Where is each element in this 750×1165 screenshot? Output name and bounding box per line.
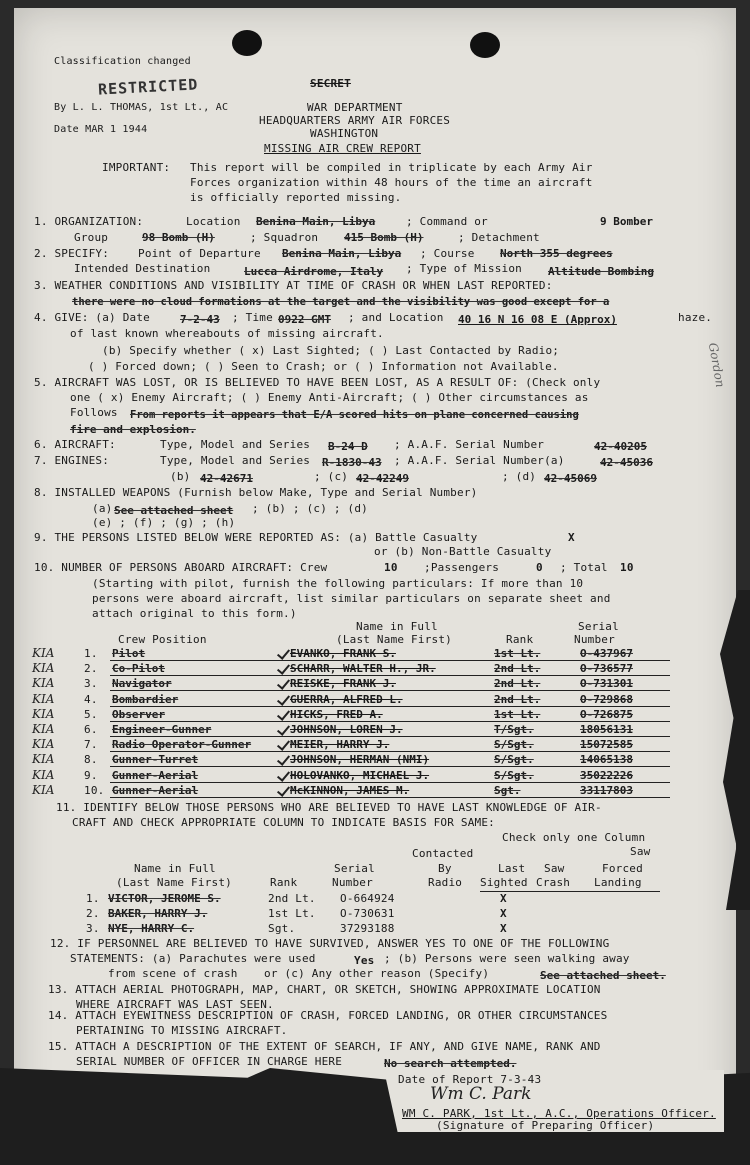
crew-checkmark bbox=[277, 753, 290, 767]
s7-serial-label: ; A.A.F. Serial Number(a) bbox=[394, 454, 565, 467]
witness-serial: 37293188 bbox=[340, 922, 395, 935]
s11-line2: CRAFT AND CHECK APPROPRIATE COLUMN TO INDICATE BASIS FOR SAME: bbox=[72, 816, 495, 829]
s9-mark: X bbox=[568, 531, 575, 544]
crew-checkmark bbox=[277, 646, 290, 660]
crew-checkmark bbox=[277, 677, 290, 691]
crew-status: KIA bbox=[32, 752, 55, 767]
s12-line1: 12. IF PERSONNEL ARE BELIEVED TO HAVE SURVIVED, ANSWER YES TO ONE OF THE FOLLOWING bbox=[50, 937, 610, 950]
restricted-stamp: RESTRICTED bbox=[97, 75, 199, 99]
s3-weather: there were no cloud formations at the target and the visibility was good except for a bbox=[72, 296, 610, 308]
s10-crew: 10 bbox=[384, 561, 398, 574]
s15-line1: 15. ATTACH A DESCRIPTION OF THE EXTENT OF SEARCH, IF ANY, AND GIVE NAME, RANK AND bbox=[48, 1040, 601, 1053]
crew-row-rule bbox=[110, 706, 670, 707]
crew-position: Engineer-Gunner bbox=[112, 723, 212, 736]
secret-mark: SECRET bbox=[310, 77, 351, 90]
witness-mark: X bbox=[500, 922, 507, 935]
crew-col-name: Name in Full bbox=[356, 620, 438, 633]
s7-serial-c: 42-42249 bbox=[356, 472, 409, 485]
crew-rank: S/Sgt. bbox=[494, 753, 534, 767]
s12-line3b: or (c) Any other reason (Specify) bbox=[264, 967, 490, 980]
crew-row-rule bbox=[110, 782, 670, 783]
crew-status: KIA bbox=[32, 782, 55, 797]
crew-row-rule bbox=[110, 797, 670, 798]
crew-position: Gunner-Aerial bbox=[112, 783, 199, 797]
crew-position: Bombardier bbox=[112, 692, 179, 706]
crew-position: Co-Pilot bbox=[112, 662, 165, 676]
s1-detachment-label: ; Detachment bbox=[458, 231, 540, 244]
witness-serial: O-664924 bbox=[340, 892, 395, 905]
s7-type: R-1830-43 bbox=[322, 456, 382, 469]
s1-squadron: 415 Bomb (H) bbox=[344, 231, 424, 244]
crew-status: KIA bbox=[32, 767, 55, 782]
witness-name: VICTOR, JEROME S. bbox=[108, 892, 221, 905]
crew-position: Radio Operator-Gunner bbox=[112, 738, 252, 752]
s11-col-contacted: Contacted bbox=[412, 847, 474, 860]
crew-row-rule bbox=[110, 736, 670, 737]
crew-row-rule bbox=[110, 766, 670, 767]
s7-label: 7. ENGINES: bbox=[34, 454, 110, 467]
s14-line1: 14. ATTACH EYEWITNESS DESCRIPTION OF CRASH, FORCED LANDING, OR OTHER CIRCUMSTANCES bbox=[48, 1009, 608, 1022]
s6-label: 6. AIRCRAFT: bbox=[34, 438, 116, 451]
s8-rest1: ; (b) ; (c) ; (d) bbox=[252, 502, 368, 515]
by-line: By L. L. THOMAS, 1st Lt., AC bbox=[54, 102, 229, 113]
witness-mark: X bbox=[500, 907, 507, 920]
s1-group: 98 Bomb (H) bbox=[142, 231, 215, 244]
s11-col-rank: Rank bbox=[270, 876, 298, 889]
important-text: Forces organization within 48 hours of the time an aircraft bbox=[190, 176, 593, 189]
crew-col-position: Crew Position bbox=[118, 633, 207, 646]
s1-location-label: Location bbox=[186, 215, 241, 228]
s4-c-line: ( ) Forced down; ( ) Seen to Crash; or ( ) Information not Available. bbox=[88, 360, 559, 373]
s8-rest2: (e) ; (f) ; (g) ; (h) bbox=[92, 516, 236, 529]
crew-checkmark bbox=[277, 692, 290, 706]
s9-label: 9. THE PERSONS LISTED BELOW WERE REPORTED AS: (a) Battle Casualty bbox=[34, 531, 478, 544]
preparing-officer: WM C. PARK, 1st Lt., A.C., Operations Officer. bbox=[402, 1107, 716, 1120]
signature: Wm C. Park bbox=[430, 1084, 532, 1104]
s2-course-label: ; Course bbox=[420, 247, 475, 260]
signature-caption: (Signature of Preparing Officer) bbox=[436, 1119, 655, 1132]
s11-check-only: Check only one Column bbox=[502, 831, 646, 844]
s10-total-label: ; Total bbox=[560, 561, 608, 574]
classification-changed: Classification changed bbox=[54, 56, 191, 67]
dept-title: WAR DEPARTMENT bbox=[307, 101, 403, 114]
s2-destination: Lucca Airdrome, Italy bbox=[244, 265, 384, 278]
witness-rank: Sgt. bbox=[268, 922, 296, 935]
s6-serial: 42-40205 bbox=[594, 440, 647, 453]
punch-hole bbox=[232, 30, 262, 56]
crew-serial: 33117803 bbox=[580, 783, 633, 797]
crew-serial: O-729868 bbox=[580, 692, 633, 706]
s12-yes: Yes bbox=[354, 954, 375, 967]
crew-position: Pilot bbox=[112, 647, 146, 660]
s13-line1: 13. ATTACH AERIAL PHOTOGRAPH, MAP, CHART, OR SKETCH, SHOWING APPROXIMATE LOCATION bbox=[48, 983, 601, 996]
crew-rank: S/Sgt. bbox=[494, 738, 534, 752]
crew-rank: 1st Lt. bbox=[494, 647, 541, 660]
s11-header-rule bbox=[480, 891, 660, 892]
s8-a: See attached sheet bbox=[114, 504, 234, 517]
s1-location: Benina Main, Libya bbox=[256, 215, 376, 228]
s10-passengers: 0 bbox=[536, 561, 543, 574]
s7-b-label: (b) bbox=[170, 470, 191, 483]
s4-haze: haze. bbox=[678, 311, 713, 324]
s11-col-serial: Number bbox=[332, 876, 373, 889]
s4-label: 4. GIVE: (a) Date bbox=[34, 311, 150, 324]
s11-col-saw: Saw bbox=[630, 845, 651, 858]
s10-label: 10. NUMBER OF PERSONS ABOARD AIRCRAFT: Crew bbox=[34, 561, 328, 574]
crew-name: HOLOVANKO, MICHAEL J. bbox=[290, 768, 430, 782]
crew-status: KIA bbox=[32, 722, 55, 736]
crew-name: EVANKO, FRANK S. bbox=[290, 647, 396, 660]
crew-rank: 2nd Lt. bbox=[494, 677, 541, 691]
crew-rank: 2nd Lt. bbox=[494, 692, 541, 706]
s12-line2b: ; (b) Persons were seen walking away bbox=[384, 952, 630, 965]
s10-total: 10 bbox=[620, 561, 634, 574]
crew-rank: 1st Lt. bbox=[494, 707, 541, 721]
s11-col-last: Sighted bbox=[480, 876, 528, 889]
crew-col-serial: Number bbox=[574, 633, 615, 646]
crew-status: KIA bbox=[32, 706, 55, 721]
s10-instr: attach original to this form.) bbox=[92, 607, 297, 620]
witness-name: NYE, HARRY C. bbox=[108, 922, 195, 935]
s7-serial-d: 42-45069 bbox=[544, 472, 597, 485]
city-title: WASHINGTON bbox=[310, 127, 379, 140]
s5-line2: one ( x) Enemy Aircraft; ( ) Enemy Anti-Aircraft; ( ) Other circumstances as bbox=[70, 391, 589, 404]
crew-status: KIA bbox=[32, 661, 55, 676]
s11-line1: 11. IDENTIFY BELOW THOSE PERSONS WHO ARE BELIEVED TO HAVE LAST KNOWLEDGE OF AIR- bbox=[56, 801, 602, 814]
crew-position: Navigator bbox=[112, 677, 172, 691]
date-line: Date MAR 1 1944 bbox=[54, 124, 148, 135]
s7-c-label: ; (c) bbox=[314, 470, 349, 483]
crew-name: McKINNON, JAMES M. bbox=[290, 783, 410, 797]
s4-location: 40 16 N 16 08 E (Approx) bbox=[458, 313, 617, 326]
s11-col-last: Last bbox=[498, 862, 526, 875]
s12-line3a: from scene of crash bbox=[108, 967, 238, 980]
s4-time: 0922 GMT bbox=[278, 313, 331, 326]
witness-rank: 1st Lt. bbox=[268, 907, 316, 920]
crew-col-rank: Rank bbox=[506, 633, 534, 646]
crew-rank: S/Sgt. bbox=[494, 768, 534, 782]
s7-serial-a: 42-45036 bbox=[600, 456, 653, 469]
s4-location-label: ; and Location bbox=[348, 311, 444, 324]
important-label: IMPORTANT: bbox=[102, 161, 171, 174]
crew-serial: 14065138 bbox=[580, 753, 633, 767]
s11-col-by: Radio bbox=[428, 876, 463, 889]
s11-col-serial: Serial bbox=[334, 862, 375, 875]
crew-serial: O-437967 bbox=[580, 647, 633, 660]
crew-number: 9. bbox=[84, 768, 98, 782]
s5-follows: From reports it appears that E/A scored hits on plane concerned causing bbox=[130, 409, 579, 421]
s1-command: 9 Bomber bbox=[600, 215, 653, 228]
s11-col-by: By bbox=[438, 862, 452, 875]
s7-type-label: Type, Model and Series bbox=[160, 454, 311, 467]
crew-name: JOHNSON, LOREN J. bbox=[290, 723, 403, 736]
s4-date: 7-2-43 bbox=[180, 313, 220, 326]
s4-last-known: of last known whereabouts of missing aircraft. bbox=[70, 327, 384, 340]
crew-col-name: (Last Name First) bbox=[336, 633, 452, 646]
punch-hole bbox=[470, 32, 500, 58]
crew-rank: T/Sgt. bbox=[494, 723, 534, 736]
crew-checkmark bbox=[277, 707, 290, 721]
crew-number: 4. bbox=[84, 692, 98, 706]
crew-number: 8. bbox=[84, 753, 98, 767]
s7-d-label: ; (d) bbox=[502, 470, 537, 483]
s6-type-label: Type, Model and Series bbox=[160, 438, 311, 451]
s6-serial-label: ; A.A.F. Serial Number bbox=[394, 438, 545, 451]
s1-group-label: Group bbox=[74, 231, 109, 244]
s14-line2: PERTAINING TO MISSING AIRCRAFT. bbox=[76, 1024, 288, 1037]
crew-number: 1. bbox=[84, 647, 98, 660]
crew-checkmark bbox=[277, 661, 290, 675]
s2-destination-label: Intended Destination bbox=[74, 262, 211, 275]
s2-departure: Benina Main, Libya bbox=[282, 247, 402, 260]
witness-mark: X bbox=[500, 892, 507, 905]
crew-name: HICKS, FRED A. bbox=[290, 707, 383, 721]
crew-number: 6. bbox=[84, 723, 98, 736]
crew-col-serial: Serial bbox=[578, 620, 619, 633]
crew-row-rule bbox=[110, 675, 670, 676]
s15-line2: SERIAL NUMBER OF OFFICER IN CHARGE HERE bbox=[76, 1055, 343, 1068]
crew-row-rule bbox=[110, 660, 670, 661]
crew-checkmark bbox=[277, 737, 290, 751]
s1-squadron-label: ; Squadron bbox=[250, 231, 319, 244]
s7-serial-b: 42-42671 bbox=[200, 472, 253, 485]
s1-command-label: ; Command or bbox=[406, 215, 488, 228]
crew-rank: 2nd Lt. bbox=[494, 662, 541, 676]
crew-number: 5. bbox=[84, 707, 98, 721]
crew-row-rule bbox=[110, 721, 670, 722]
page-title: MISSING AIR CREW REPORT bbox=[264, 142, 421, 155]
crew-row-rule bbox=[110, 690, 670, 691]
s5-line1: 5. AIRCRAFT WAS LOST, OR IS BELIEVED TO HAVE BEEN LOST, AS A RESULT OF: (Check only bbox=[34, 376, 601, 389]
s11-col-name: Name in Full bbox=[134, 862, 216, 875]
crew-serial: O-736577 bbox=[580, 662, 633, 676]
s8-label: 8. INSTALLED WEAPONS (Furnish below Make, Type and Serial Number) bbox=[34, 486, 478, 499]
hq-title: HEADQUARTERS ARMY AIR FORCES bbox=[259, 114, 451, 127]
crew-status: KIA bbox=[32, 676, 55, 691]
witness-number: 1. bbox=[86, 892, 100, 905]
witness-rank: 2nd Lt. bbox=[268, 892, 316, 905]
crew-name: JOHNSON, HERMAN (NMI) bbox=[290, 753, 430, 767]
s2-mission: Altitude Bombing bbox=[548, 265, 654, 278]
s8-a-label: (a) bbox=[92, 502, 113, 515]
s12-line2a: STATEMENTS: (a) Parachutes were used bbox=[70, 952, 316, 965]
date-of-report: Date of Report 7-3-43 bbox=[398, 1073, 542, 1086]
s1-label: 1. ORGANIZATION: bbox=[34, 215, 144, 228]
crew-position: Observer bbox=[112, 707, 165, 721]
s15-search: No search attempted. bbox=[384, 1057, 517, 1070]
witness-number: 3. bbox=[86, 922, 100, 935]
crew-name: SCHARR, WALTER H., JR. bbox=[290, 662, 436, 676]
s11-col-forced: Landing bbox=[594, 876, 642, 889]
report-page bbox=[14, 8, 736, 1158]
s3-label: 3. WEATHER CONDITIONS AND VISIBILITY AT TIME OF CRASH OR WHEN LAST REPORTED: bbox=[34, 279, 553, 292]
witness-name: BAKER, HARRY J. bbox=[108, 907, 208, 920]
crew-checkmark bbox=[277, 783, 290, 797]
crew-name: GUERRA, ALFRED L. bbox=[290, 692, 403, 706]
s10-pass-label: ;Passengers bbox=[424, 561, 500, 574]
crew-status: KIA bbox=[32, 691, 55, 706]
crew-checkmark bbox=[277, 722, 290, 736]
important-text: This report will be compiled in triplicate by each Army Air bbox=[190, 161, 593, 174]
crew-number: 10. bbox=[84, 783, 105, 797]
s10-instr: persons were aboard aircraft, list similar particulars on separate sheet and bbox=[92, 592, 611, 605]
s2-label: 2. SPECIFY: bbox=[34, 247, 110, 260]
s13-line2: WHERE AIRCRAFT WAS LAST SEEN. bbox=[76, 998, 274, 1011]
s5-follows2: fire and explosion. bbox=[70, 423, 196, 436]
crew-row-rule bbox=[110, 751, 670, 752]
s11-col-forced: Forced bbox=[602, 862, 643, 875]
crew-serial: O-726875 bbox=[580, 707, 633, 721]
crew-number: 3. bbox=[84, 677, 98, 691]
s12-attached: See attached sheet. bbox=[540, 969, 666, 982]
s6-type: B-24 D bbox=[328, 440, 368, 453]
crew-serial: 18056131 bbox=[580, 723, 633, 736]
s2-course: North 355 degrees bbox=[500, 247, 613, 260]
s5-follows-label: Follows bbox=[70, 406, 118, 419]
crew-position: Gunner-Turret bbox=[112, 753, 199, 767]
crew-status: KIA bbox=[32, 737, 55, 752]
s11-col-saw-crash: Saw bbox=[544, 862, 565, 875]
s10-instr: (Starting with pilot, furnish the following particulars: If more than 10 bbox=[92, 577, 584, 590]
s11-col-saw-crash: Crash bbox=[536, 876, 571, 889]
crew-checkmark bbox=[277, 768, 290, 782]
important-text: is officially reported missing. bbox=[190, 191, 402, 204]
crew-serial: O-731301 bbox=[580, 677, 633, 691]
witness-serial: O-730631 bbox=[340, 907, 395, 920]
witness-number: 2. bbox=[86, 907, 100, 920]
crew-status: KIA bbox=[32, 646, 55, 660]
crew-name: REISKE, FRANK J. bbox=[290, 677, 396, 691]
crew-position: Gunner-Aerial bbox=[112, 768, 199, 782]
crew-serial: 35022226 bbox=[580, 768, 633, 782]
s2-mission-label: ; Type of Mission bbox=[406, 262, 522, 275]
s2-departure-label: Point of Departure bbox=[138, 247, 261, 260]
crew-rank: Sgt. bbox=[494, 783, 521, 797]
s4-time-label: ; Time bbox=[232, 311, 273, 324]
crew-serial: 15072585 bbox=[580, 738, 633, 752]
s4-b-line: (b) Specify whether ( x) Last Sighted; ( ) Last Contacted by Radio; bbox=[102, 344, 560, 357]
crew-number: 7. bbox=[84, 738, 98, 752]
crew-number: 2. bbox=[84, 662, 98, 676]
margin-note: Gordon bbox=[705, 341, 728, 389]
crew-name: MEIER, HARRY J. bbox=[290, 738, 390, 752]
s11-col-name: (Last Name First) bbox=[116, 876, 232, 889]
s9-b-line: or (b) Non-Battle Casualty bbox=[374, 545, 552, 558]
